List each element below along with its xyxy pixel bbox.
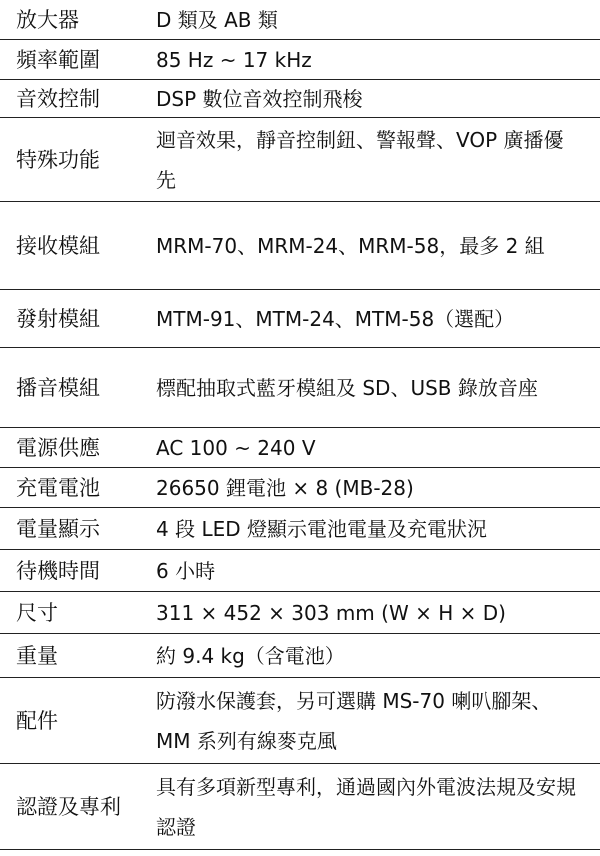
spec-label: 充電電池 (16, 475, 100, 500)
spec-value: 4 段 LED 燈顯示電池電量及充電狀況 (156, 516, 487, 541)
spec-value: 85 Hz ~ 17 kHz (156, 47, 312, 72)
spec-value: 6 小時 (156, 558, 216, 583)
spec-value: D 類及 AB 類 (156, 7, 278, 32)
spec-row-frequency-range (0, 40, 600, 80)
spec-value: MRM-70、MRM-24、MRM-58，最多 2 組 (156, 233, 545, 258)
spec-label: 放大器 (16, 7, 79, 32)
spec-row-dimensions (0, 592, 600, 634)
spec-row-battery-indicator (0, 508, 600, 550)
spec-label: 認證及專利 (16, 794, 121, 819)
spec-label: 播音模組 (16, 375, 100, 400)
spec-value: 約 9.4 kg（含電池） (156, 643, 345, 668)
spec-row-certifications (0, 764, 600, 850)
spec-label: 電量顯示 (16, 516, 100, 541)
spec-label: 發射模組 (16, 306, 100, 331)
spec-value: 26650 鋰電池 × 8 (MB-28) (156, 475, 414, 500)
spec-row-standby-time (0, 550, 600, 592)
spec-value: 311 × 452 × 303 mm (W × H × D) (156, 600, 506, 625)
spec-row-transmitter-module (0, 290, 600, 348)
spec-label: 重量 (16, 643, 58, 668)
spec-label: 電源供應 (16, 435, 100, 460)
spec-label: 頻率範圍 (16, 47, 100, 72)
spec-value: DSP 數位音效控制飛梭 (156, 86, 363, 111)
spec-label: 待機時間 (16, 558, 100, 583)
spec-value: 迴音效果，靜音控制鈕、警報聲、VOP 廣播優先 (156, 127, 564, 192)
spec-row-accessories (0, 678, 600, 764)
spec-row-weight (0, 634, 600, 678)
spec-row-receiver-module (0, 202, 600, 290)
spec-value: MTM-91、MTM-24、MTM-58（選配） (156, 306, 515, 331)
spec-label: 接收模組 (16, 233, 100, 258)
spec-row-player-module (0, 348, 600, 428)
spec-row-power-supply (0, 428, 600, 468)
spec-label: 音效控制 (16, 86, 100, 111)
spec-value: 防潑水保護套，另可選購 MS-70 喇叭腳架、MM 系列有線麥克風 (156, 688, 552, 753)
spec-label: 配件 (16, 708, 58, 733)
spec-value: 標配抽取式藍牙模組及 SD、USB 錄放音座 (156, 375, 538, 400)
spec-row-amplifier (0, 0, 600, 40)
spec-value: AC 100 ~ 240 V (156, 435, 316, 460)
spec-value: 具有多項新型專利，通過國內外電波法規及安規認證 (156, 774, 576, 839)
spec-label: 特殊功能 (16, 147, 100, 172)
spec-row-special-features (0, 118, 600, 202)
spec-label: 尺寸 (16, 600, 58, 625)
spec-row-sound-control (0, 80, 600, 118)
spec-row-rechargeable-battery (0, 468, 600, 508)
